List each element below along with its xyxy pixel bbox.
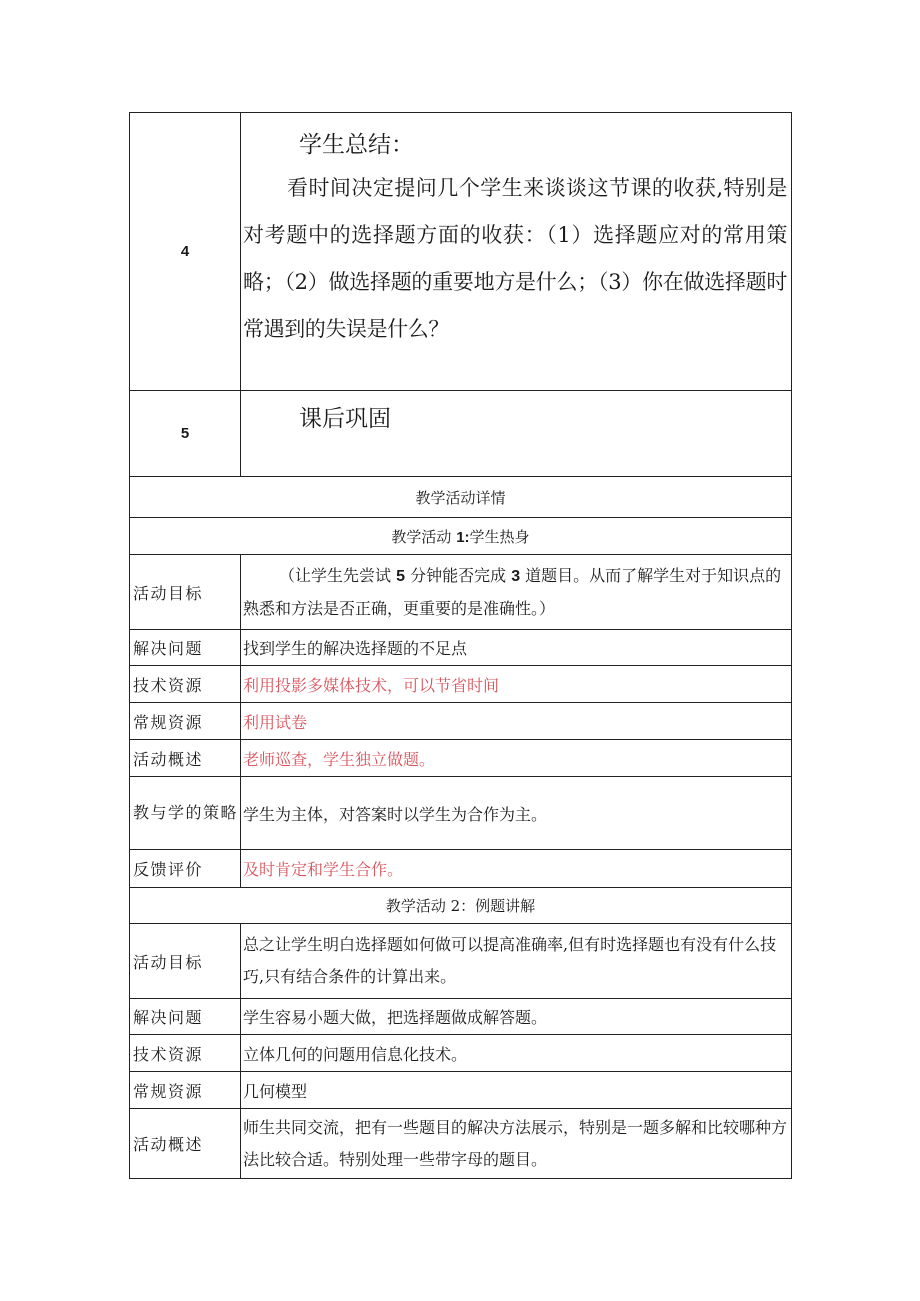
activity1-title-pre: 教学活动 xyxy=(391,527,457,546)
details-header: 教学活动详情 xyxy=(130,477,792,518)
activity1-overview-row xyxy=(130,740,792,777)
activity1-title-post: 学生热身 xyxy=(469,527,530,546)
table-row-5 xyxy=(130,391,792,477)
activity1-feedback-label: 反馈评价 xyxy=(130,850,241,888)
activity1-problem-text: 找到学生的解决选择题的不足点 xyxy=(241,630,792,666)
activity2-overview-row xyxy=(130,1109,792,1179)
table-row-4 xyxy=(130,113,792,391)
activity2-problem-row xyxy=(130,999,792,1035)
activity2-goal-text: 总之让学生明白选择题如何做可以提高准确率,但有时选择题也有没有什么技巧,只有结合条件的计算出来。 xyxy=(241,924,792,999)
activity2-regular-row xyxy=(130,1072,792,1109)
activity2-goal-row xyxy=(130,924,792,999)
activity2-problem-label: 解决问题 xyxy=(130,999,241,1035)
activity2-problem-text: 学生容易小题大做，把选择题做成解答题。 xyxy=(241,999,792,1035)
activity1-goal-part1: （让学生先尝试 xyxy=(279,565,397,585)
activity2-tech-label: 技术资源 xyxy=(130,1035,241,1072)
student-summary-text: 看时间决定提问几个学生来谈谈这节课的收获,特别是对考题中的选择题方面的收获：（1）选择题应对的常用策略；（2）做选择题的重要地方是什么；（3）你在做选择题时常遇到的失误是什么？ xyxy=(243,176,787,341)
activity2-overview-label: 活动概述 xyxy=(130,1109,241,1179)
activity1-strategy-text: 学生为主体，对答案时以学生为合作为主。 xyxy=(241,777,792,850)
activity1-tech-text: 利用投影多媒体技术，可以节省时间 xyxy=(241,666,792,703)
activity1-tech-label: 技术资源 xyxy=(130,666,241,703)
activity1-strategy-row xyxy=(130,777,792,850)
activity2-tech-text: 立体几何的问题用信息化技术。 xyxy=(241,1035,792,1072)
activity1-title xyxy=(130,518,792,555)
activity1-goal-label: 活动目标 xyxy=(130,555,241,630)
activity2-tech-row xyxy=(130,1035,792,1072)
activity1-overview-label: 活动概述 xyxy=(130,740,241,777)
activity1-feedback-text: 及时肯定和学生合作。 xyxy=(241,850,792,888)
activity2-title: 教学活动 2：例题讲解 xyxy=(130,888,792,924)
row-number-4: 4 xyxy=(130,113,241,391)
activity1-problem-row xyxy=(130,630,792,666)
activity2-title-row xyxy=(130,888,792,924)
activity1-goal-count: 3 xyxy=(511,567,521,585)
details-header-row xyxy=(130,477,792,518)
activity1-goal-part3: 道题目。从而了解学生对于知识点的熟悉和方法是否正确，更重要的是准确性。） xyxy=(243,565,782,618)
row-number-5: 5 xyxy=(130,391,241,477)
activity2-regular-text: 几何模型 xyxy=(241,1072,792,1109)
activity2-overview-text: 师生共同交流，把有一些题目的解决方法展示，特别是一题多解和比较哪种方法比较合适。特别处理一些带字母的题目。 xyxy=(241,1109,792,1179)
activity1-regular-row xyxy=(130,703,792,740)
student-summary-cell xyxy=(241,113,792,391)
activity1-title-row xyxy=(130,518,792,555)
after-class-cell xyxy=(241,391,792,477)
activity1-goal-part2: 分钟能否完成 xyxy=(405,565,512,585)
activity1-goal-text xyxy=(241,555,792,630)
activity2-goal-label: 活动目标 xyxy=(130,924,241,999)
activity1-problem-label: 解决问题 xyxy=(130,630,241,666)
activity1-goal-row xyxy=(130,555,792,630)
activity1-goal-minutes: 5 xyxy=(396,567,405,585)
activity1-overview-text: 老师巡查，学生独立做题。 xyxy=(241,740,792,777)
activity1-title-num: 1: xyxy=(456,528,470,546)
student-summary-heading: 学生总结： xyxy=(299,132,414,158)
activity1-feedback-row xyxy=(130,850,792,888)
activity1-strategy-label: 教与学的策略 xyxy=(130,777,241,850)
activity1-regular-label: 常规资源 xyxy=(130,703,241,740)
activity2-regular-label: 常规资源 xyxy=(130,1072,241,1109)
after-class-heading: 课后巩固 xyxy=(299,406,391,432)
lesson-plan-table xyxy=(129,112,792,1179)
activity1-tech-row xyxy=(130,666,792,703)
activity1-regular-text: 利用试卷 xyxy=(241,703,792,740)
